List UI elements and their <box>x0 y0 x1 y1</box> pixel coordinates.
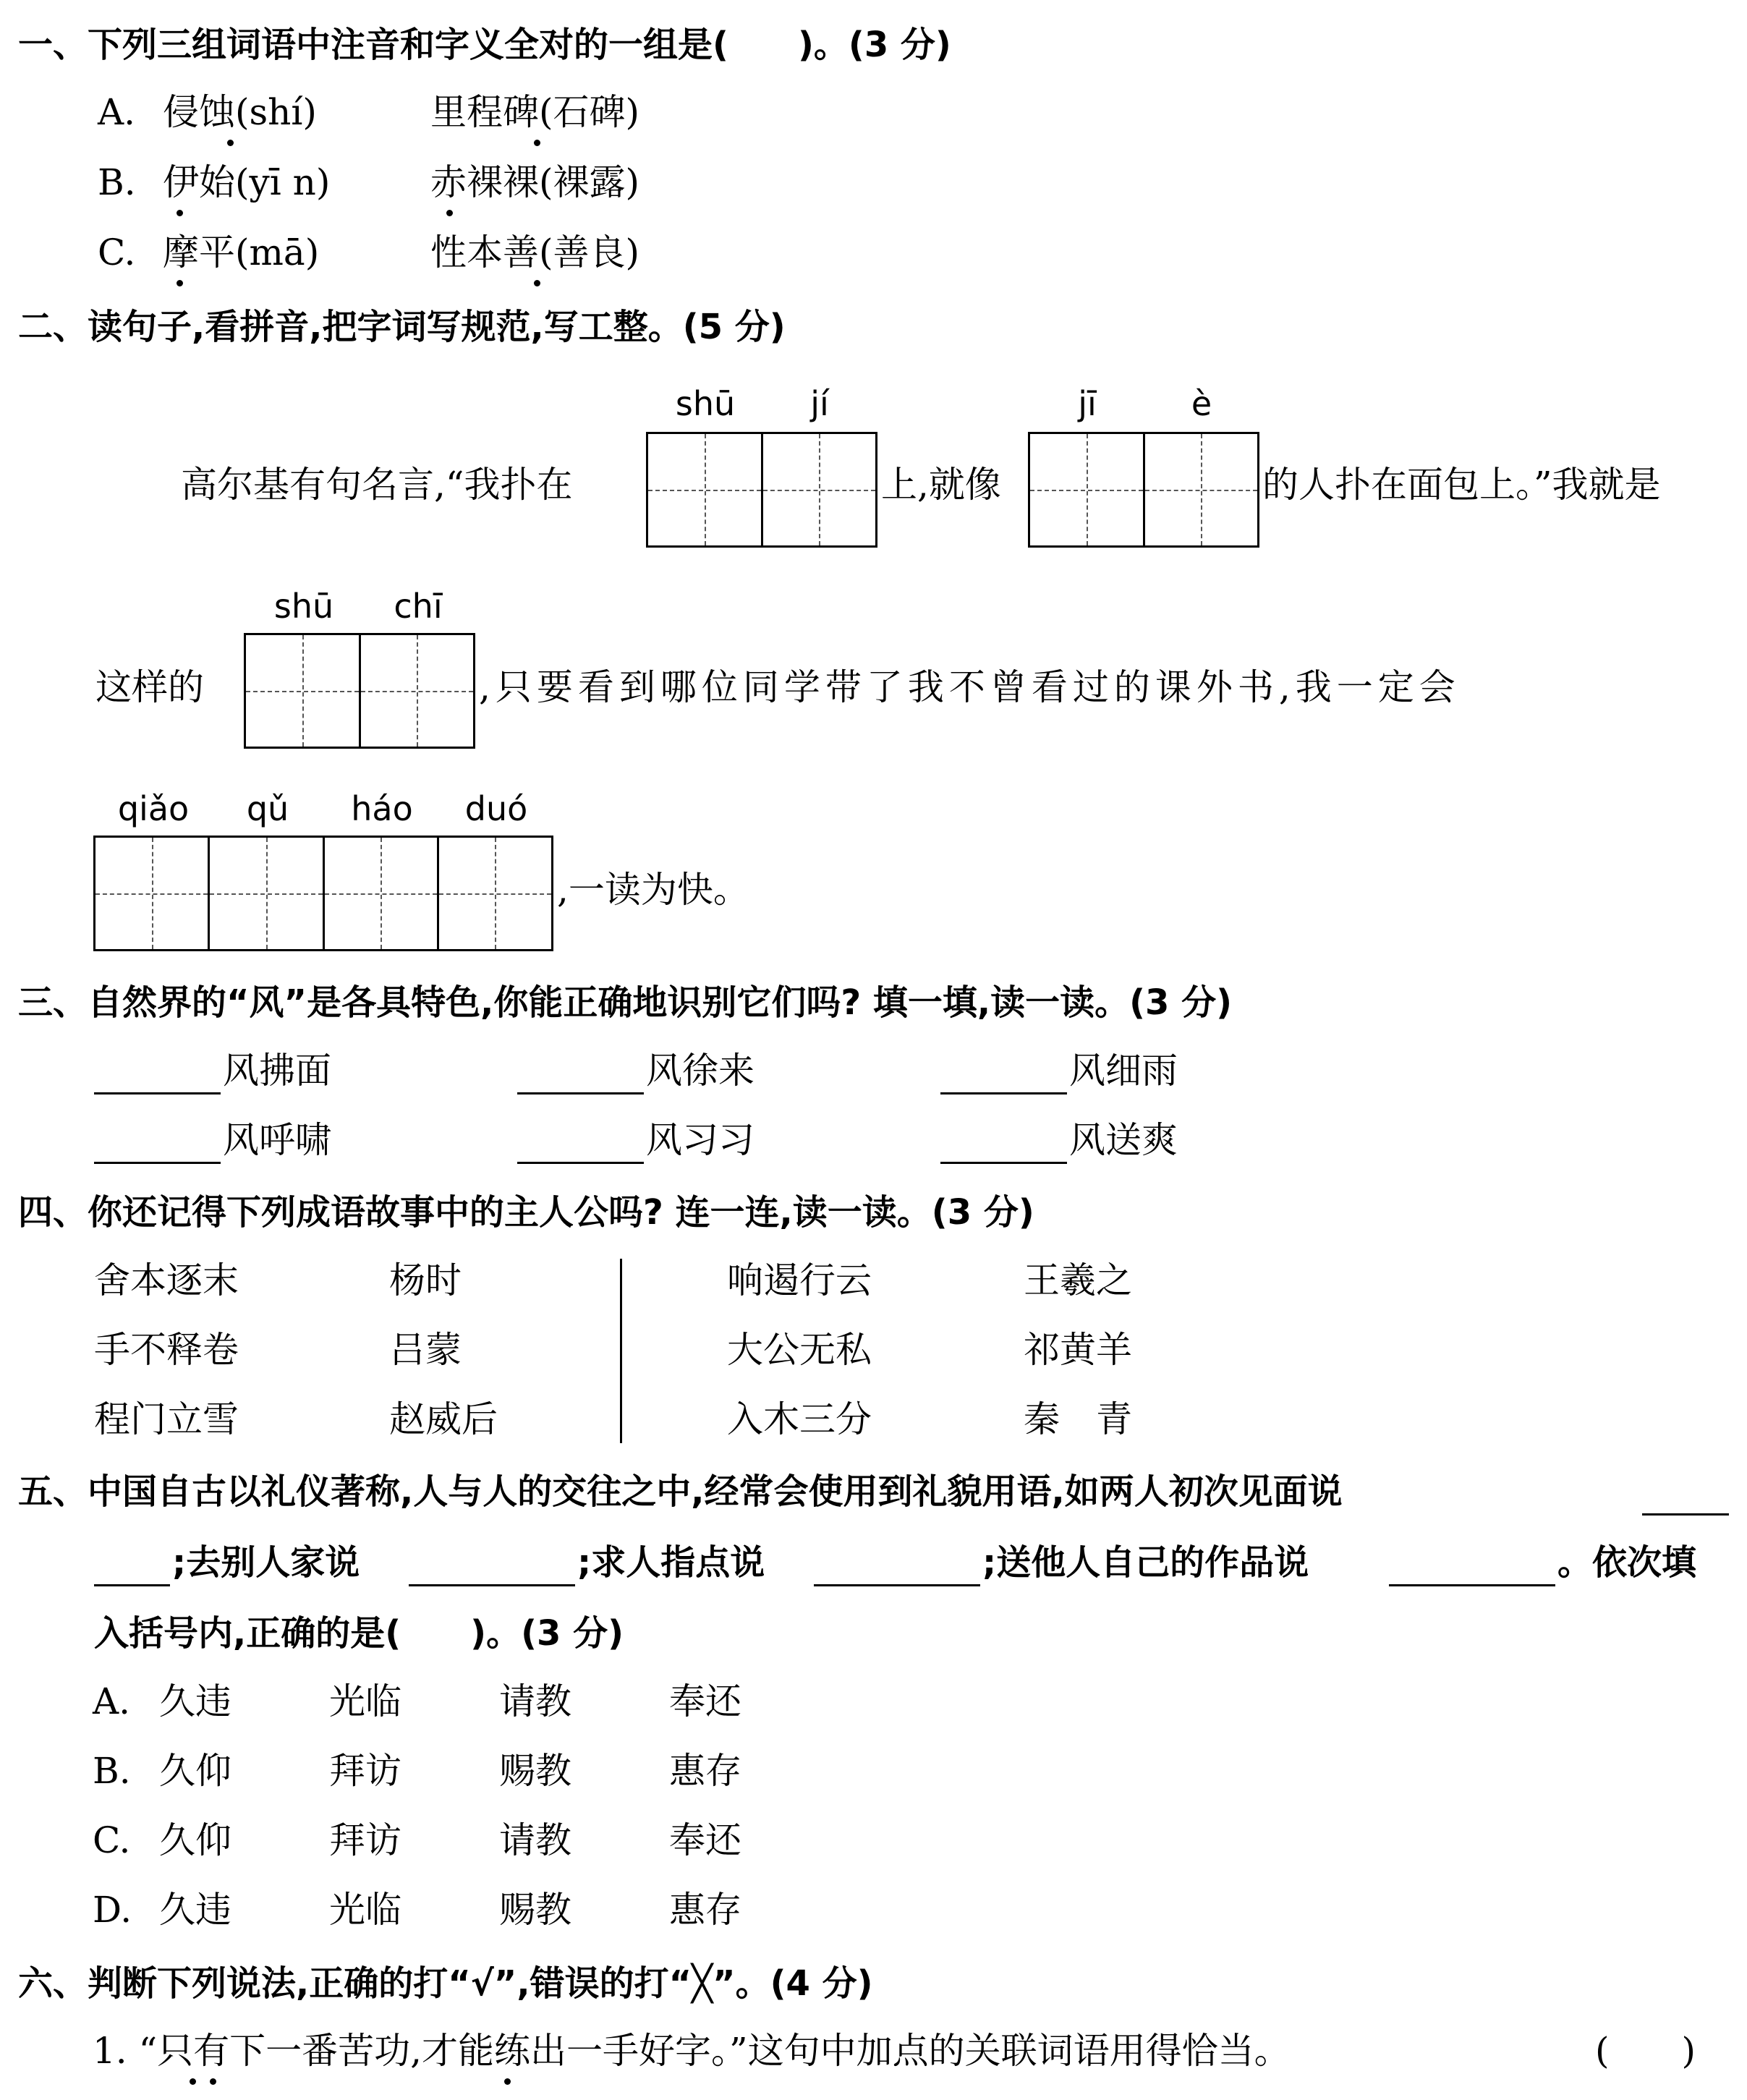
q5-option-word: 拜访 <box>329 1750 401 1792</box>
pinyin: jí <box>810 384 829 423</box>
q5-line2-a: ;去别人家说 <box>172 1542 360 1583</box>
q5-option-word: 光临 <box>329 1889 401 1931</box>
pinyin: shū <box>675 384 736 423</box>
q2-line1-a: 高尔基有句名言,“我扑在 <box>181 464 573 506</box>
tianzige-box[interactable] <box>646 432 877 548</box>
q5-option-word: 久违 <box>159 1680 231 1722</box>
q4-right-idiom[interactable]: 响遏行云 <box>727 1259 872 1301</box>
q6-title: 六、判断下列说法,正确的打“√”,错误的打“╳”。(4 分) <box>18 1963 873 2004</box>
q4-right-person[interactable]: 祁黄羊 <box>1024 1329 1132 1371</box>
q1-option-c-label: C. <box>98 231 136 273</box>
q5-line3: 入括号内,正确的是( )。(3 分) <box>94 1613 624 1654</box>
fill-blank[interactable] <box>409 1584 575 1586</box>
q5-option-word: 奉还 <box>669 1819 741 1861</box>
q5-option-word: 赐教 <box>499 1750 571 1792</box>
emphasis-dot <box>446 210 453 216</box>
q1-option-b-word2: 赤裸裸(裸露) <box>430 161 640 203</box>
q4-right-person[interactable]: 秦 青 <box>1024 1398 1132 1440</box>
pinyin: shū <box>273 587 334 626</box>
q4-left-idiom[interactable]: 舍本逐末 <box>94 1259 239 1301</box>
q5-option-word: 赐教 <box>499 1889 571 1931</box>
q1-option-c-word: 摩平(mā) <box>163 231 320 273</box>
q3-item: 风徐来 <box>646 1050 755 1092</box>
q4-left-person[interactable]: 吕蒙 <box>389 1329 462 1371</box>
emphasis-dot <box>177 280 183 286</box>
q1-option-b-label: B. <box>98 161 136 203</box>
q3-item: 风拂面 <box>223 1050 331 1092</box>
q2-line1-b: 上,就像 <box>881 464 1001 506</box>
pinyin: duó <box>464 789 528 828</box>
q1-option-b-word: 伊始(yī n) <box>163 161 331 203</box>
q1-option-a-word: 侵蚀(shí) <box>163 91 317 133</box>
pinyin: jī <box>1078 384 1097 423</box>
q2-line2-b: ,只要看到哪位同学带了我不曾看过的课外书,我一定会 <box>479 666 1461 708</box>
tianzige-box[interactable] <box>244 633 475 749</box>
q5-option-word: 奉还 <box>669 1680 741 1722</box>
q5-option-label: C. <box>93 1819 131 1861</box>
fill-blank[interactable] <box>94 1584 170 1586</box>
pinyin: è <box>1191 384 1212 423</box>
q5-option-word: 请教 <box>499 1819 571 1861</box>
q5-option-word: 惠存 <box>669 1889 741 1931</box>
emphasis-dot <box>227 140 234 146</box>
q4-right-idiom[interactable]: 入木三分 <box>727 1398 872 1440</box>
q3-item: 风呼啸 <box>223 1119 331 1161</box>
q5-title: 五、中国自古以礼仪著称,人与人的交往之中,经常会使用到礼貌用语,如两人初次见面说 <box>18 1471 1343 1512</box>
fill-blank[interactable] <box>94 1162 221 1164</box>
fill-blank[interactable] <box>814 1584 980 1586</box>
fill-blank[interactable] <box>1642 1513 1729 1516</box>
q1-option-c-word2: 性本善(善良) <box>430 231 640 273</box>
q6-item-1: 1. “只有下一番苦功,才能练出一手好字。”这句中加点的关联词语用得恰当。 <box>93 2030 1291 2072</box>
q5-option-word: 久仰 <box>159 1750 231 1792</box>
q2-line1-c: 的人扑在面包上。”我就是 <box>1262 464 1661 506</box>
q5-option-word: 请教 <box>499 1680 571 1722</box>
emphasis-dot <box>534 280 540 286</box>
emphasis-dot <box>534 140 540 146</box>
q4-right-person[interactable]: 王羲之 <box>1024 1259 1132 1301</box>
q3-title: 三、自然界的“风”是各具特色,你能正确地识别它们吗? 填一填,读一读。(3 分) <box>18 982 1233 1023</box>
q3-item: 风习习 <box>646 1119 755 1161</box>
fill-blank[interactable] <box>94 1092 221 1094</box>
pinyin: qǔ <box>246 789 289 828</box>
q5-option-word: 惠存 <box>669 1750 741 1792</box>
q4-left-person[interactable]: 杨时 <box>389 1259 462 1301</box>
q2-line3-b: ,一读为快。 <box>557 869 749 911</box>
q4-left-idiom[interactable]: 手不释卷 <box>94 1329 239 1371</box>
q5-option-label: A. <box>93 1680 131 1722</box>
q3-item: 风送爽 <box>1069 1119 1178 1161</box>
q4-left-idiom[interactable]: 程门立雪 <box>94 1398 239 1440</box>
q2-title: 二、读句子,看拼音,把字词写规范,写工整。(5 分) <box>18 307 786 347</box>
fill-blank[interactable] <box>940 1092 1067 1094</box>
fill-blank[interactable] <box>517 1092 644 1094</box>
emphasis-dot <box>190 2078 196 2085</box>
q4-left-person[interactable]: 赵威后 <box>389 1398 498 1440</box>
q1-option-a-label: A. <box>98 91 136 133</box>
q5-option-label: B. <box>93 1750 131 1792</box>
emphasis-dot <box>210 2078 216 2085</box>
q5-line2-c: ;送他人自己的作品说 <box>982 1542 1309 1583</box>
q5-option-word: 久违 <box>159 1889 231 1931</box>
emphasis-dot <box>177 210 183 216</box>
column-divider <box>620 1259 622 1443</box>
q4-right-idiom[interactable]: 大公无私 <box>727 1329 872 1371</box>
pinyin: chī <box>394 587 443 626</box>
fill-blank[interactable] <box>517 1162 644 1164</box>
q5-line2-b: ;求人指点说 <box>577 1542 765 1583</box>
pinyin: háo <box>351 789 413 828</box>
q1-option-a-word2: 里程碑(石碑) <box>430 91 640 133</box>
answer-parentheses[interactable]: ( ) <box>1595 2030 1696 2072</box>
pinyin: qiǎo <box>117 789 190 828</box>
q2-line2-a: 这样的 <box>95 666 204 708</box>
emphasis-dot <box>504 2078 511 2085</box>
q5-option-word: 拜访 <box>329 1819 401 1861</box>
tianzige-box[interactable] <box>93 836 553 951</box>
tianzige-box[interactable] <box>1028 432 1259 548</box>
q5-option-label: D. <box>93 1889 132 1931</box>
q5-option-word: 久仰 <box>159 1819 231 1861</box>
q1-title: 一、下列三组词语中注音和字义全对的一组是( )。(3 分) <box>18 25 951 65</box>
fill-blank[interactable] <box>1389 1584 1555 1586</box>
q5-option-word: 光临 <box>329 1680 401 1722</box>
q5-line2-d: 。依次填 <box>1557 1542 1697 1583</box>
fill-blank[interactable] <box>940 1162 1067 1164</box>
q4-title: 四、你还记得下列成语故事中的主人公吗? 连一连,读一读。(3 分) <box>18 1192 1034 1233</box>
q3-item: 风细雨 <box>1069 1050 1178 1092</box>
